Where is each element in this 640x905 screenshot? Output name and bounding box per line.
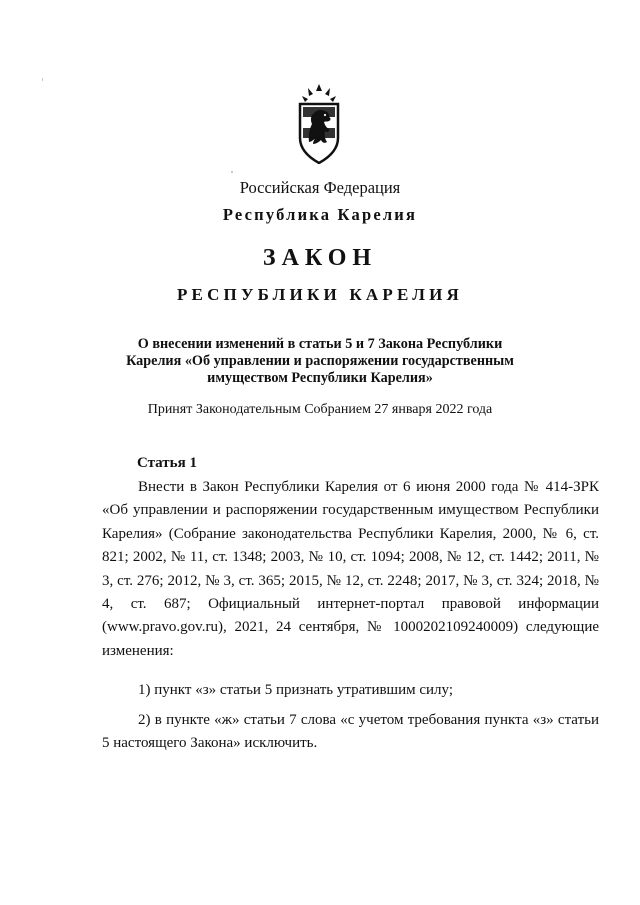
document-title-line: Карелия «Об управлении и распоряжении государственным <box>126 353 514 369</box>
document-title-line: О внесении изменений в статьи 5 и 7 Закона Республики <box>137 336 503 352</box>
article-item: 1) пункт «з» статьи 5 признать утратившим силу; <box>138 682 454 698</box>
law-title: ЗАКОН <box>262 245 378 271</box>
adoption-note: Принят Законодательным Собранием 27 января 2022 года <box>147 402 493 417</box>
document-title-line: имуществом Республики Карелия» <box>207 370 433 386</box>
scan-speck <box>42 78 43 81</box>
article-paragraph: Внести в Закон Республики Карелия от 6 июня 2000 года № 414-ЗРК «Об управлении и распоряжении государственным имуществом Республики Карелия» (Собрание законодательства Республики Карелия, 2000, № 6, ст. 821; 2002, № 11, ст. 1348; 2003, № 10, ст. 1094; 2008, № 12, ст. 1442; 2011, № 3, ст. 276; 2012, № 3, ст. 365; 2015, № 12, ст. 2248; 2017, № 3, ст. 324; 2018, № 4, ст. 687; Официальный интернет-портал правовой информации (www.pravo.gov.ru), 2021, 24 сентября, № 1000202109240009) следующие изменения: <box>102 479 599 659</box>
article-heading: Статья 1 <box>137 455 197 471</box>
scan-speck <box>231 171 233 173</box>
country-name: Российская Федерация <box>239 178 401 197</box>
law-subtitle: РЕСПУБЛИКИ КАРЕЛИЯ <box>176 285 464 304</box>
republic-name: Республика Карелия <box>222 205 418 224</box>
karelia-coat-of-arms-icon <box>294 84 344 164</box>
document-title <box>0 336 640 387</box>
article-item: 2) в пункте «ж» статьи 7 слова «с учетом требования пункта «з» статьи 5 настоящего Закона» исключить. <box>102 712 599 752</box>
